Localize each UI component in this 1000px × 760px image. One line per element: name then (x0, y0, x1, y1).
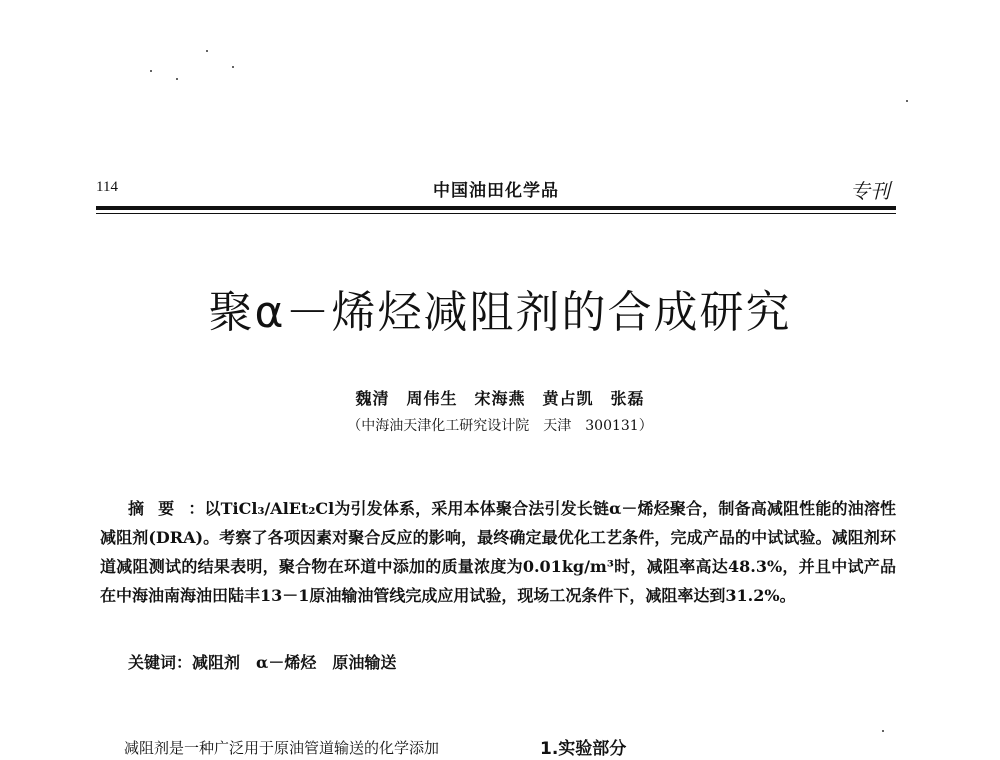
abstract-label: 摘要 (128, 499, 189, 518)
section-heading: 1.实验部分 (540, 739, 627, 759)
article-affiliation: （中海油天津化工研究设计院 天津 300131） (347, 418, 653, 434)
scan-speck (906, 100, 908, 102)
scan-speck (232, 66, 234, 68)
article-title: 聚α－烯烃减阻剂的合成研究 (208, 287, 792, 338)
keywords: 关键词：减阻剂 α－烯烃 原油输送 (128, 653, 397, 672)
page-number: 114 (96, 179, 118, 195)
scan-speck (882, 730, 884, 732)
running-header (96, 175, 896, 201)
article-authors: 魏清 周伟生 宋海燕 黄占凯 张磊 (355, 389, 645, 408)
scan-speck (150, 70, 152, 72)
issue-label: 专刊 (850, 179, 890, 203)
journal-name: 中国油田化学品 (433, 181, 559, 201)
scan-speck (206, 50, 208, 52)
abstract (100, 494, 896, 610)
scan-speck (176, 78, 178, 80)
header-rule-thick (96, 206, 896, 210)
body-intro-text: 减阻剂是一种广泛用于原油管道输送的化学添加 (124, 739, 440, 757)
header-rule-thin (96, 213, 896, 214)
abstract-text: ：以TiCl₃/AlEt₂Cl为引发体系，采用本体聚合法引发长链α－烯烃聚合，制备高减阻性能的油溶性减阻剂(DRA)。考察了各项因素对聚合反应的影响，最终确定最优化工艺条件，完成产品的中试试验。减阻剂环道减阻测试的结果表明，聚合物在环道中添加的质量浓度为0.01kg/m³时，减阻率高达48.3%，并且中试产品在中海油南海油田陆丰13－1原油输油管线完成应用试验，现场工况条件下，减阻率达到31.2%。 (100, 499, 896, 605)
